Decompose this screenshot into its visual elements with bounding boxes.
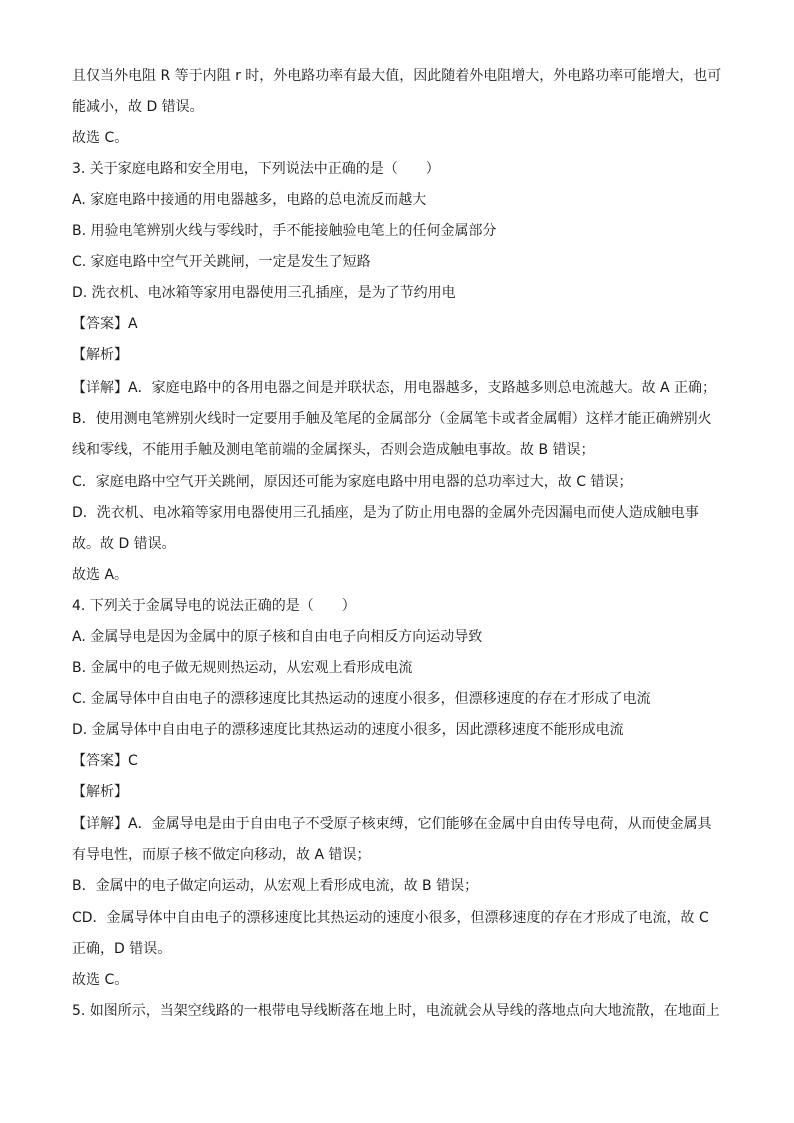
answer-line: 【答案】A: [72, 316, 138, 332]
question-option-b: B. 用验电笔辨别火线与零线时，手不能接触验电笔上的任何金属部分: [72, 223, 497, 239]
detail-line: 正确，D 错误。: [72, 941, 172, 957]
question-option-d: D. 洗衣机、电冰箱等家用电器使用三孔插座，是为了节约用电: [72, 285, 456, 301]
question-stem: 3. 关于家庭电路和安全用电，下列说法中正确的是（ ）: [72, 161, 440, 177]
detail-line: C．家庭电路中空气开关跳闸，原因还可能为家庭电路中用电器的总功率过大，故 C 错误；: [72, 474, 633, 490]
text-line: 且仅当外电阻 R 等于内阻 r 时，外电路功率有最大值，因此随着外电阻增大，外电路功率可能增大，也可: [72, 68, 722, 84]
question-stem: 5. 如图所示，当架空线路的一根带电导线断落在地上时，电流就会从导线的落地点向大地流散，在地面上: [72, 1003, 720, 1019]
conclusion-line: 故选 A。: [72, 567, 129, 583]
detail-line: CD．金属导体中自由电子的漂移速度比其热运动的速度小很多，但漂移速度的存在才形成了电流，故 C: [72, 910, 709, 926]
question-option-a: A. 金属导电是因为金属中的原子核和自由电子向相反方向运动导致: [72, 629, 483, 645]
question-option-d: D. 金属导体中自由电子的漂移速度比其热运动的速度小很多，因此漂移速度不能形成电流: [72, 722, 624, 738]
detail-line: 故。故 D 错误。: [72, 536, 176, 552]
question-stem: 4. 下列关于金属导电的说法正确的是（ ）: [72, 598, 356, 614]
conclusion-line: 故选 C。: [72, 972, 129, 988]
detail-line: D．洗衣机、电冰箱等家用电器使用三孔插座，是为了防止用电器的金属外壳因漏电而使人造成触电事: [72, 505, 699, 521]
question-option-c: C. 金属导体中自由电子的漂移速度比其热运动的速度小很多，但漂移速度的存在才形成了电流: [72, 691, 651, 707]
analysis-label: 【解析】: [72, 347, 128, 363]
analysis-label: 【解析】: [72, 784, 128, 800]
detail-line: 线和零线，不能用手触及测电笔前端的金属探头，否则会造成触电事故。故 B 错误；: [72, 442, 595, 458]
detail-line: B．金属中的电子做定向运动，从宏观上看形成电流，故 B 错误；: [72, 878, 479, 894]
text-line: 能减小，故 D 错误。: [72, 99, 204, 115]
question-option-c: C. 家庭电路中空气开关跳闸，一定是发生了短路: [72, 254, 371, 270]
question-option-b: B. 金属中的电子做无规则热运动，从宏观上看形成电流: [72, 660, 413, 676]
detail-line: B．使用测电笔辨别火线时一定要用手触及笔尾的金属部分（金属笔卡或者金属帽）这样才能正确辨别火: [72, 411, 712, 427]
answer-line: 【答案】C: [72, 753, 138, 769]
detail-line: 【详解】A．家庭电路中的各用电器之间是并联状态，用电器越多，支路越多则总电流越大。故 A 正确；: [72, 380, 717, 396]
detail-line: 【详解】A．金属导电是由于自由电子不受原子核束缚，它们能够在金属中自由传导电荷，从而使金属具: [72, 816, 712, 832]
text-line: 故选 C。: [72, 130, 129, 146]
detail-line: 有导电性，而原子核不做定向移动，故 A 错误；: [72, 847, 371, 863]
question-option-a: A. 家庭电路中接通的用电器越多，电路的总电流反而越大: [72, 192, 427, 208]
